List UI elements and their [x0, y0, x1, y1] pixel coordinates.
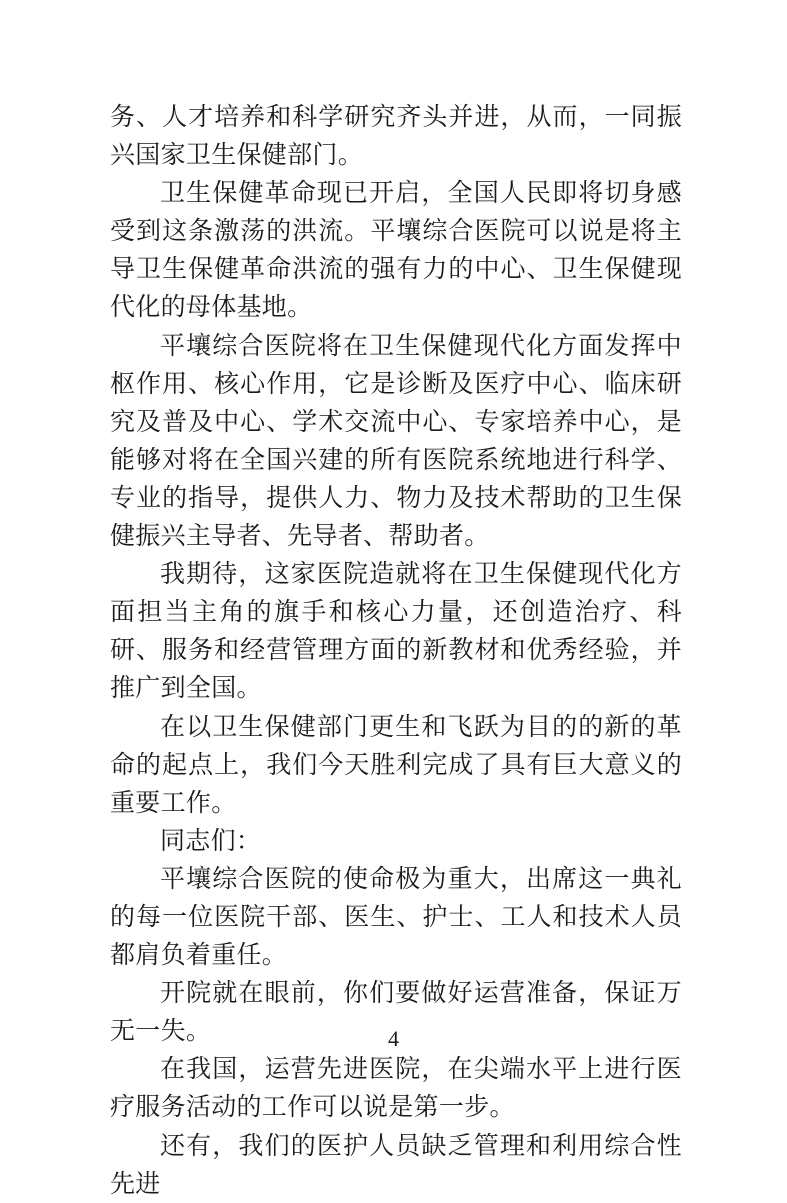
paragraph: 还有，我们的医护人员缺乏管理和利用综合性先进	[110, 1130, 682, 1198]
paragraph: 同志们：	[160, 825, 262, 855]
paragraph: 在以卫生保健部门更生和飞跃为目的的新的革命的起点上，我们今天胜利完成了具有巨大意义的重要工作。	[110, 711, 682, 817]
paragraph: 卫生保健革命现已开启，全国人民即将切身感受到这条激荡的洪流。平壤综合医院可以说是将主导卫生保健革命洪流的强有力的中心、卫生保健现代化的母体基地。	[110, 178, 682, 322]
paragraph: 在我国，运营先进医院，在尖端水平上进行医疗服务活动的工作可以说是第一步。	[110, 1054, 682, 1122]
paragraph: 务、人才培养和科学研究齐头并进，从而，一同振兴国家卫生保健部门。	[110, 102, 682, 170]
paragraph: 平壤综合医院将在卫生保健现代化方面发挥中枢作用、核心作用，它是诊断及医疗中心、临床研究及普及中心、学术交流中心、专家培养中心，是能够对将在全国兴建的所有医院系统地进行科学、专业的指导，提供人力、物力及技术帮助的卫生保健振兴主导者、先导者、帮助者。	[110, 330, 682, 551]
paragraph: 平壤综合医院的使命极为重大，出席这一典礼的每一位医院干部、医生、护士、工人和技术人员都肩负着重任。	[110, 863, 682, 970]
paragraph: 我期待，这家医院造就将在卫生保健现代化方面担当主角的旗手和核心力量，还创造治疗、科研、服务和经营管理方面的新教材和优秀经验，并推广到全国。	[110, 559, 682, 703]
page-number: 4	[388, 1026, 399, 1051]
paragraph: 开院就在眼前，你们要做好运营准备，保证万无一失。	[110, 978, 682, 1046]
